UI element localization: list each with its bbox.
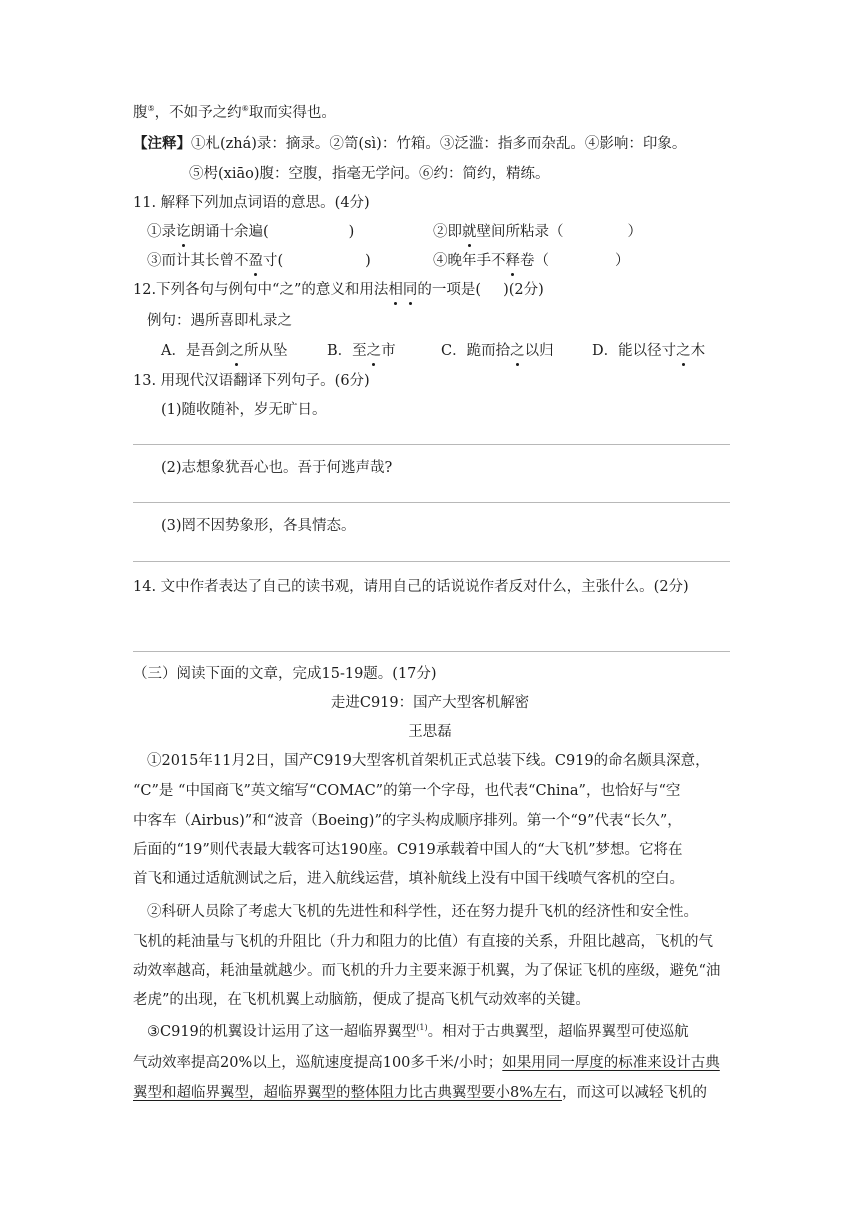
article-paragraph-1-line-2: “C”是 “中国商飞”英文缩写“COMAC”的第一个字母，也代表“China”，也恰好与“空 xyxy=(133,783,681,799)
notes-line-1: 【注释】①札(zhá)录：摘录。②笥(sì)：竹箱。③泛滥：指多而杂乱。④影响：印象。 xyxy=(133,135,687,152)
article-paragraph-3-line-2: 气动效率提高20%以上，巡航速度提高100多千米/小时；如果用同一厚度的标准来设计古典 xyxy=(133,1055,720,1071)
article-paragraph-2-line-1: ②科研人员除了考虑大飞机的先进性和科学性，还在努力提升飞机的经济性和安全性。 xyxy=(147,904,698,920)
question-11-item-2: ②即就壁间所粘录（ ） xyxy=(433,224,642,240)
answer-line-13-3[interactable] xyxy=(133,561,730,562)
question-11-item-3: ③而计其长曾不盈寸( ) xyxy=(147,253,371,269)
article-paragraph-1-line-4: 后面的“19”则代表最大载客可达190座。C919承载着中国人的“大飞机”梦想。它将在 xyxy=(133,842,683,858)
question-12-stem: 12.下列各句与例句中“之”的意义和用法相同的一项是( )(2分) xyxy=(133,282,544,298)
article-paragraph-2-line-3: 动效率越高，耗油量就越少。而飞机的升力主要来源于机翼，为了保证飞机的座级，避免“油 xyxy=(133,963,721,979)
article-paragraph-2-line-4: 老虎”的出现，在飞机机翼上动脑筋，便成了提高飞机气动效率的关键。 xyxy=(133,992,590,1008)
question-11-item-1: ①录讫朗诵十余遍( ) xyxy=(147,224,355,240)
article-paragraph-2-line-2: 飞机的耗油量与飞机的升阻比（升力和阻力的比值）有直接的关系，升阻比越高，飞机的气 xyxy=(133,934,713,950)
question-13-sentence-3: (3)罔不因势象形，各具情态。 xyxy=(161,518,356,534)
notes-label: 【注释】 xyxy=(133,135,191,152)
underlined-sentence-cont: 翼型和超临界翼型，超临界翼型的整体阻力比古典翼型要小8%左右 xyxy=(133,1085,563,1101)
question-11-stem: 11. 解释下列加点词语的意思。(4分) xyxy=(133,195,370,211)
question-12-option-a: A．是吾剑之所从坠 xyxy=(161,343,288,359)
question-13-stem: 13. 用现代汉语翻译下列句子。(6分) xyxy=(133,373,370,389)
answer-line-13-2[interactable] xyxy=(133,502,730,503)
underlined-sentence: 如果用同一厚度的标准来设计古典 xyxy=(502,1055,720,1071)
article-paragraph-1-line-1: ①2015年11月2日，国产C919大型客机首架机正式总装下线。C919的命名颇具深意， xyxy=(147,753,710,769)
question-12-option-d: D．能以径寸之木 xyxy=(592,343,706,359)
section-3-heading: （三）阅读下面的文章，完成15-19题。(17分) xyxy=(133,666,437,682)
article-paragraph-1-line-5: 首飞和通过适航测试之后，进入航线运营，填补航线上没有中国干线喷气客机的空白。 xyxy=(133,871,684,887)
question-13-sentence-1: (1)随收随补，岁无旷日。 xyxy=(161,402,327,418)
answer-line-14[interactable] xyxy=(133,651,730,652)
question-12-option-c: C．跪而拾之以归 xyxy=(441,343,554,359)
article-title: 走进C919：国产大型客机解密 xyxy=(330,695,530,711)
notes-line-2: ⑤枵(xiāo)腹：空腹，指毫无学问。⑥约：简约，精练。 xyxy=(189,166,550,182)
passage-tail-line: 腹⑤，不如予之约⑥取而实得也。 xyxy=(133,104,336,121)
question-12-example: 例句：遇所喜即札录之 xyxy=(147,313,292,329)
article-paragraph-1-line-3: 中客车（Airbus)”和“波音（Boeing)”的字头构成顺序排列。第一个“9”代表“长久”， xyxy=(133,813,682,829)
question-14-stem: 14. 文中作者表达了自己的读书观，请用自己的话说说作者反对什么，主张什么。(2分) xyxy=(133,579,689,595)
answer-line-13-1[interactable] xyxy=(133,444,730,445)
question-13-sentence-2: (2)志想象犹吾心也。吾于何逃声哉? xyxy=(161,460,393,476)
question-11-item-4: ④晚年手不释卷（ ） xyxy=(433,253,630,269)
article-author: 王思磊 xyxy=(408,724,452,740)
article-paragraph-3-line-1: ③C919的机翼设计运用了这一超临界翼型$^{(1)}$。相对于古典翼型，超临界翼型可使巡航 xyxy=(147,1023,689,1040)
article-paragraph-3-line-3: 翼型和超临界翼型，超临界翼型的整体阻力比古典翼型要小8%左右，而这可以减轻飞机的 xyxy=(133,1085,708,1101)
question-12-option-b: B．至之市 xyxy=(327,343,396,359)
